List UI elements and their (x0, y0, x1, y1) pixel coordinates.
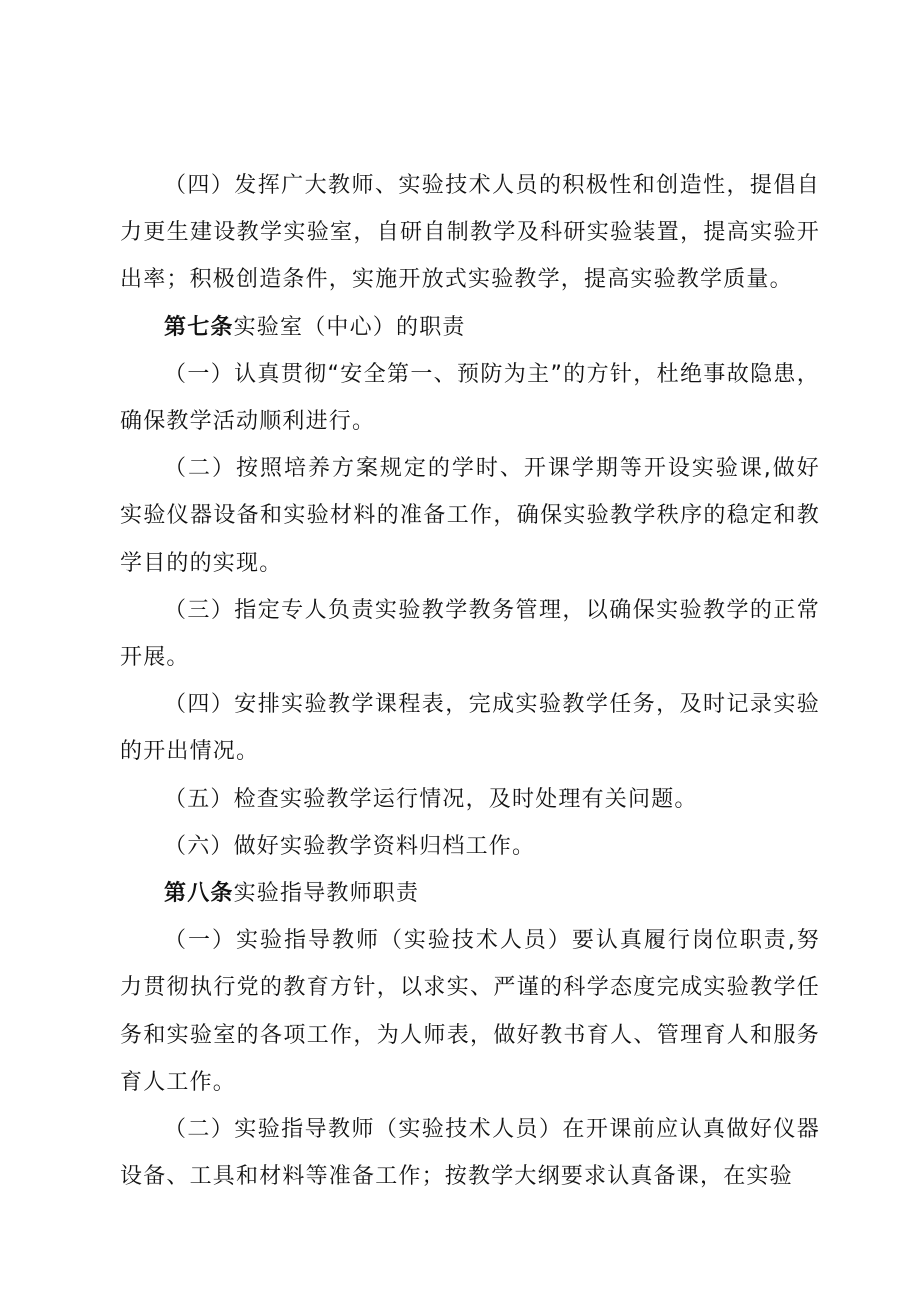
article-7-label: 第七条 (164, 314, 234, 340)
article-7-heading (120, 304, 820, 351)
article-7-item-1: （一）认真贯彻“安全第一、预防为主”的方针，杜绝事故隐患，确保教学活动顺利进行。 (120, 361, 820, 435)
article-7-item-3: （三）指定专人负责实验教学教务管理，以确保实验教学的正常开展。 (120, 597, 820, 671)
article-7-title: 实验室（中心）的职责 (233, 314, 466, 340)
article-7-item-4: （四）安排实验教学课程表，完成实验教学任务，及时记录实验的开出情况。 (120, 692, 820, 765)
paragraph-encourage-innovation: （四）发挥广大教师、实验技术人员的积极性和创造性，提倡自力更生建设教学实验室，自研自制教学及科研实验装置，提高实验开出率；积极创造条件，实施开放式实验教学，提高实验教学质量。 (120, 173, 820, 293)
article-7-item-2: （二）按照培养方案规定的学时、开课学期等开设实验课,做好实验仪器设备和实验材料的准备工作，确保实验教学秩序的稳定和教学目的的实现。 (120, 456, 820, 576)
article-8-heading (120, 870, 820, 917)
article-8-label: 第八条 (164, 881, 234, 907)
article-8-item-2: （二）实验指导教师（实验技术人员）在开课前应认真做好仪器设备、工具和材料等准备工作；按教学大纲要求认真备课，在实验 (120, 1117, 820, 1190)
article-8-title: 实验指导教师职责 (233, 881, 420, 907)
document-page (120, 162, 820, 1200)
article-8-item-1: （一）实验指导教师（实验技术人员）要认真履行岗位职责,努力贯彻执行党的教育方针，以求实、严谨的科学态度完成实验教学任务和实验室的各项工作，为人师表，做好教书育人、管理育人和服务育人工作。 (120, 928, 820, 1095)
article-7-item-5: （五）检查实验教学运行情况，及时处理有关问题。 (164, 786, 698, 812)
article-7-item-6: （六）做好实验教学资料归档工作。 (164, 833, 536, 859)
